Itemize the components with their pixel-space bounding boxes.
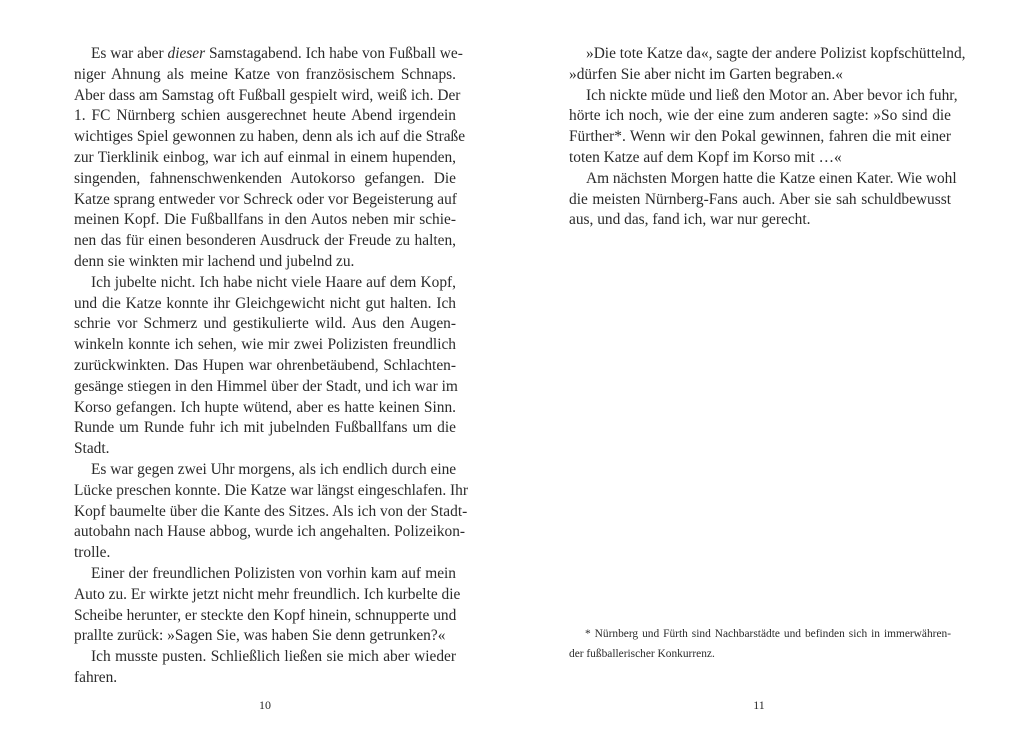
text-line: Aber dass am Samstag oft Fußball gespielt wird, weiß ich. Der <box>74 86 461 104</box>
text-line: Lücke preschen konnte. Die Katze war längst eingeschlafen. Ihr <box>74 481 469 499</box>
text-line <box>74 44 463 65</box>
text-line: Scheibe herunter, er steckte den Kopf hinein, schnupperte und <box>74 606 457 624</box>
text-line: Runde um Runde fuhr ich mit jubelnden Fußballfans um die <box>74 419 456 437</box>
right-page-body-text <box>569 44 966 231</box>
text-line: niger Ahnung als meine Katze von französischem Schnaps. <box>74 65 456 83</box>
footnote-line: der fußballerischer Konkurrenz. <box>569 648 715 660</box>
left-page-body-text <box>74 44 469 689</box>
text-line: trolle. <box>74 544 111 562</box>
footnote <box>569 624 951 664</box>
paragraph <box>569 169 957 231</box>
paragraph <box>74 564 461 647</box>
emphasized-word: dieser <box>167 45 206 62</box>
text-line: »Die tote Katze da«, sagte der andere Polizist kopfschüttelnd, <box>586 45 966 62</box>
text-line: »dürfen Sie aber nicht im Garten begraben.« <box>569 65 843 83</box>
paragraph <box>569 44 966 86</box>
text-segment: Samstagabend. Ich habe von Fußball we- <box>205 45 463 62</box>
text-segment: Es war aber <box>91 45 168 62</box>
text-line: zurückwinkten. Das Hupen war ohrenbetäubend, Schlachten- <box>74 356 456 374</box>
text-line: zur Tierklinik einbog, war ich auf einmal in einem hupenden, <box>74 148 456 166</box>
text-line: hörte ich noch, wie der eine zum anderen sagte: »So sind die <box>569 107 951 125</box>
text-line: Am nächsten Morgen hatte die Katze einen Kater. Wie wohl <box>586 169 957 187</box>
text-line: Katze sprang entweder vor Schreck oder vor Begeisterung auf <box>74 190 457 208</box>
paragraph <box>569 86 958 169</box>
text-line: Ich jubelte nicht. Ich habe nicht viele Haare auf dem Kopf, <box>91 273 456 291</box>
text-line: winkeln konnte ich sehen, wie mir zwei Polizisten freundlich <box>74 336 456 354</box>
text-line: 1. FC Nürnberg schien ausgerechnet heute Abend irgendein <box>74 107 456 125</box>
text-line: Ich musste pusten. Schließlich ließen sie mich aber wieder <box>91 648 456 666</box>
paragraph <box>74 44 466 273</box>
text-line: Einer der freundlichen Polizisten von vorhin kam auf mein <box>91 564 456 582</box>
text-line: wichtiges Spiel gewonnen zu haben, denn als ich auf die Straße <box>74 128 466 146</box>
text-line: meinen Kopf. Die Fußballfans in den Autos neben mir schie- <box>74 211 456 229</box>
right-page <box>510 0 1020 744</box>
text-line: schrie vor Schmerz und gestikulierte wild. Aus den Augen- <box>74 315 456 333</box>
paragraph <box>74 273 456 460</box>
text-line: Ich nickte müde und ließ den Motor an. Aber bevor ich fuhr, <box>586 86 958 104</box>
text-line: prallte zurück: »Sagen Sie, was haben Sie denn getrunken?« <box>74 627 446 645</box>
text-line: autobahn nach Hause abbog, wurde ich angehalten. Polizeikon- <box>74 523 466 541</box>
text-line: und die Katze konnte ihr Gleichgewicht nicht gut halten. Ich <box>74 294 456 312</box>
text-line: Korso gefangen. Ich hupte wütend, aber es hatte keinen Sinn. <box>74 398 456 416</box>
text-line: Kopf baumelte über die Kante des Sitzes. Als ich von der Stadt- <box>74 502 468 520</box>
text-line: Auto zu. Er wirkte jetzt nicht mehr freundlich. Ich kurbelte die <box>74 585 461 603</box>
paragraph <box>74 460 469 564</box>
page-number-right: 11 <box>753 698 765 712</box>
text-line: singenden, fahnenschwenkenden Autokorso gefangen. Die <box>74 169 456 187</box>
footnote-line: * Nürnberg und Fürth sind Nachbarstädte und befinden sich in immerwähren- <box>585 628 951 640</box>
text-line: Fürther*. Wenn wir den Pokal gewinnen, fahren die mit einer <box>569 128 951 146</box>
text-line: fahren. <box>74 668 118 686</box>
text-line: aus, und das, fand ich, war nur gerecht. <box>569 211 811 229</box>
page-number-left: 10 <box>259 698 271 712</box>
text-line: denn sie winkten mir lachend und jubelnd zu. <box>74 252 355 270</box>
text-line: gesänge stiegen in den Himmel über der Stadt, und ich war im <box>74 377 458 395</box>
text-line: Es war gegen zwei Uhr morgens, als ich endlich durch eine <box>91 460 457 478</box>
text-line: nen das für einen besonderen Ausdruck der Freude zu halten, <box>74 232 456 250</box>
text-line: toten Katze auf dem Kopf im Korso mit …« <box>569 148 842 166</box>
paragraph <box>74 647 456 689</box>
text-line: die meisten Nürnberg-Fans auch. Aber sie sah schuldbewusst <box>569 190 951 208</box>
text-line: Stadt. <box>74 440 110 458</box>
